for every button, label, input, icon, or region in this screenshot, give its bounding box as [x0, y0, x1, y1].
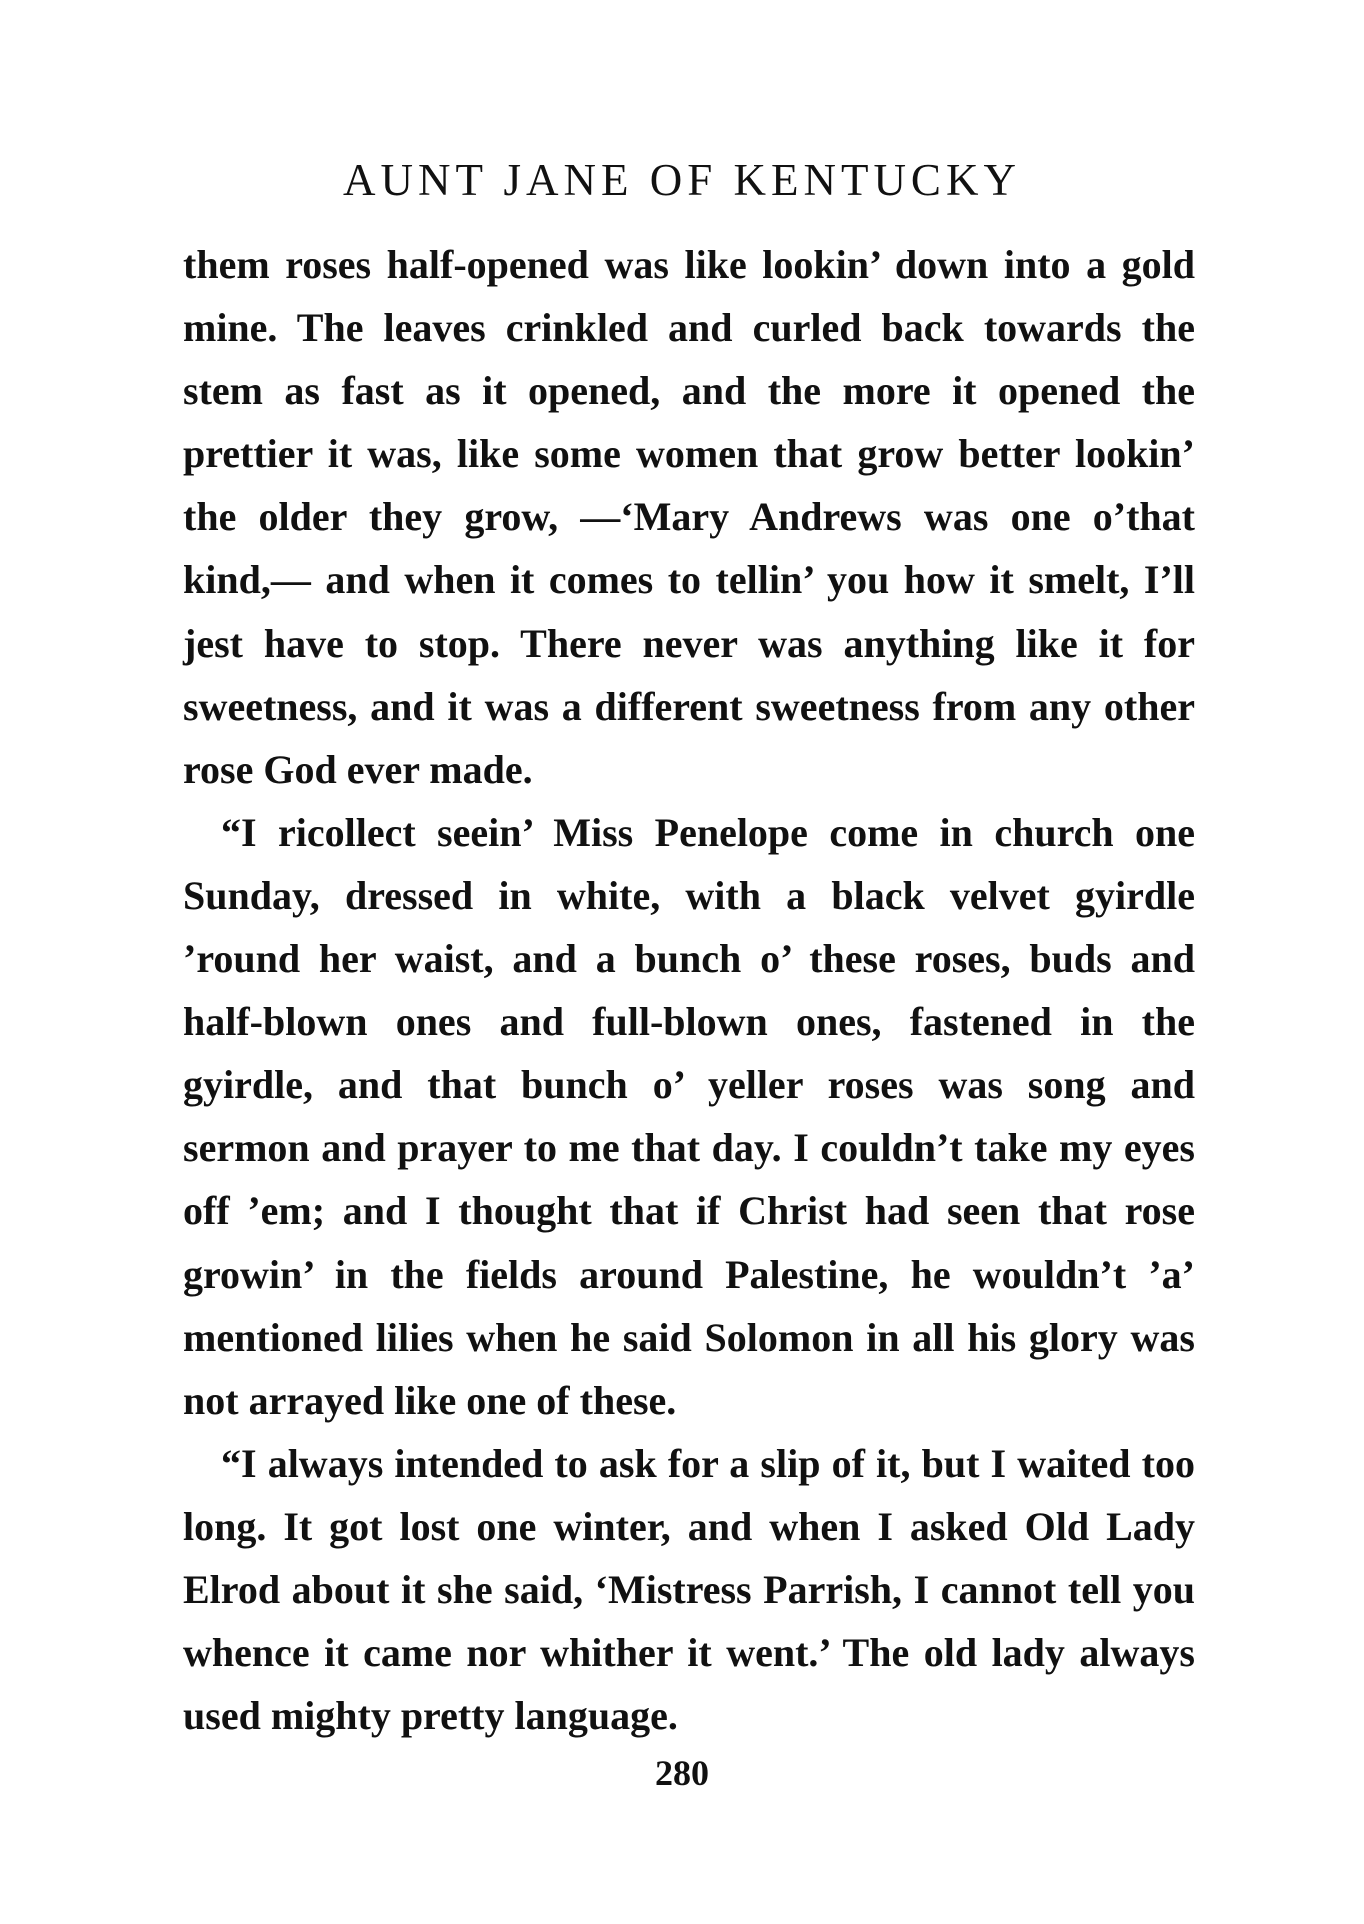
page-number: 280 — [655, 1753, 709, 1793]
paragraph-church-roses: “I ricollect seein’ Miss Penelope come in church one Sunday, dressed in white, with a black velvet gyirdle ’round her waist, and a bunch o’ these roses, buds and half-blown ones and full-blown ones, fastened in the gyirdle, and that bunch o’ yeller roses was song and sermon and prayer to me that day. I couldn’t take my eyes off ’em; and I thought that if Christ had seen that rose growin’ in the fields around Palestine, he wouldn’t ’a’ mentioned lilies when he said Solomon in all his glory was not arrayed like one of these. — [183, 809, 1195, 1423]
body-text — [183, 233, 1195, 1747]
paragraph-continued: them roses half-opened was like lookin’ down into a gold mine. The leaves crinkled and curled back towards the stem as fast as it opened, and the more it opened the prettier it was, like some women that grow better lookin’ the older they grow, —‘Mary Andrews was one o’that kind,— and when it comes to tellin’ you how it smelt, I’ll jest have to stop. There never was anything like it for sweetness, and it was a different sweetness from any other rose God ever made. — [183, 242, 1195, 792]
running-title: AUNT JANE OF KENTUCKY — [343, 155, 1021, 205]
paragraph-slip-lost: “I always intended to ask for a slip of it, but I waited too long. It got lost one winter, and when I asked Old Lady Elrod about it she said, ‘Mistress Parrish, I cannot tell you whence it came nor whither it went.’ The old lady always used mighty pretty language. — [183, 1440, 1195, 1739]
